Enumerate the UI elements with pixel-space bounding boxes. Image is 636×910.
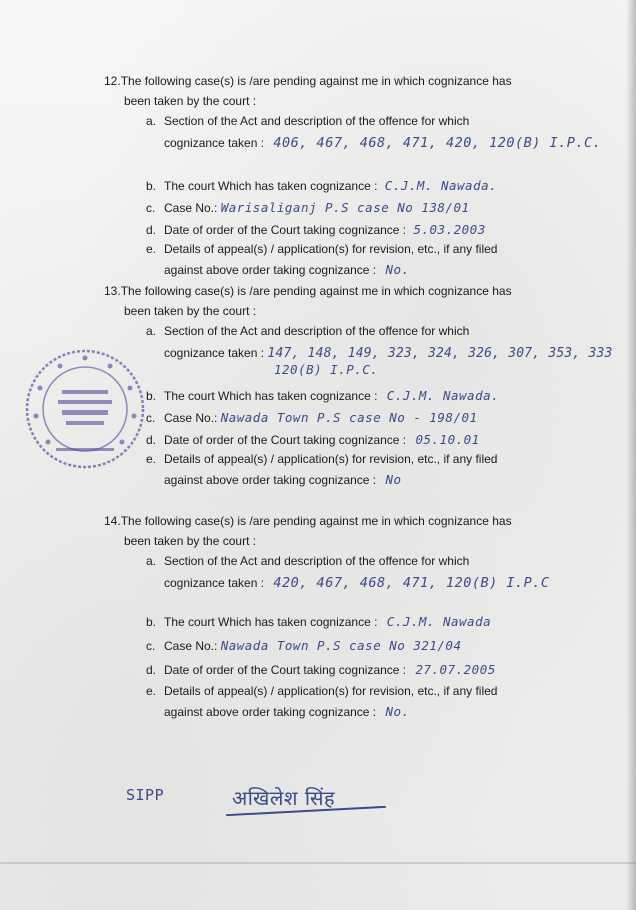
item-label: Section of the Act and description of the offence for which [164, 554, 470, 568]
item-label: against above order taking cognizance : [164, 263, 377, 277]
item-label: Section of the Act and description of the offence for which [164, 324, 470, 338]
item-label: Section of the Act and description of the offence for which [164, 114, 470, 128]
signature-initials: SIPP [126, 786, 165, 804]
item-a [146, 554, 469, 569]
item-b [146, 178, 497, 194]
item-a-cont [164, 346, 613, 361]
handwritten-date: 5.03.2003 [413, 222, 486, 237]
section-heading-text: The following case(s) is /are pending against me in which cognizance has [120, 74, 512, 88]
item-label: The court Which has taken cognizance : [164, 179, 378, 193]
section-heading-cont: been taken by the court : [124, 534, 257, 548]
item-letter: c. [146, 639, 156, 653]
handwritten-case-no: Nawada Town P.S case No - 198/01 [220, 410, 478, 425]
item-label: against above order taking cognizance : [164, 705, 377, 719]
item-c [146, 410, 478, 426]
item-a [146, 114, 469, 129]
handwritten-court: C.J.M. Nawada. [386, 388, 500, 403]
section-heading [104, 74, 512, 89]
section-heading-text: The following case(s) is /are pending against me in which cognizance has [120, 284, 512, 298]
item-b [146, 388, 499, 404]
item-a [146, 324, 469, 339]
handwritten-sections: 420, 467, 468, 471, 120(B) I.P.C [273, 575, 550, 591]
item-e-cont [164, 472, 402, 488]
item-label: Details of appeal(s) / application(s) for revision, etc., if any filed [164, 452, 498, 466]
section-number: 14. [104, 514, 121, 528]
page-fold-line [0, 862, 636, 864]
section-heading-cont: been taken by the court : [124, 304, 257, 318]
item-d [146, 662, 496, 678]
official-seal-stamp [22, 346, 148, 472]
item-letter: e. [146, 684, 157, 698]
section-heading-text: The following case(s) is /are pending against me in which cognizance has [120, 514, 512, 528]
section-heading-cont: been taken by the court : [124, 94, 257, 108]
item-label: cognizance taken : [164, 576, 265, 590]
item-label: Case No.: [164, 201, 218, 215]
item-label: Date of order of the Court taking cognizance : [164, 663, 407, 677]
item-letter: c. [146, 411, 156, 425]
item-a-cont [164, 576, 550, 591]
item-label: cognizance taken : [164, 136, 265, 150]
item-b [146, 614, 491, 630]
item-a-cont [164, 136, 601, 151]
section-number: 12. [104, 74, 121, 88]
item-label: Details of appeal(s) / application(s) for revision, etc., if any filed [164, 684, 498, 698]
item-letter: a. [146, 554, 157, 568]
item-letter: d. [146, 663, 157, 677]
handwritten-case-no: Nawada Town P.S case No 321/04 [220, 638, 462, 653]
item-c [146, 200, 470, 216]
item-label: The court Which has taken cognizance : [164, 389, 378, 403]
item-label: Date of order of the Court taking cognizance : [164, 433, 407, 447]
handwritten-appeal: No [385, 472, 402, 487]
item-label: Case No.: [164, 411, 218, 425]
handwritten-sections: 147, 148, 149, 323, 324, 326, 307, 353, 333 [267, 346, 613, 361]
item-letter: a. [146, 324, 157, 338]
page-edge-shadow [626, 0, 636, 910]
handwritten-date: 27.07.2005 [415, 662, 496, 677]
item-e [146, 684, 497, 699]
handwritten-appeal: No. [385, 262, 410, 277]
item-label: Date of order of the Court taking cognizance : [164, 223, 407, 237]
item-e-cont [164, 704, 410, 720]
item-e-cont [164, 262, 410, 278]
handwritten-sections-cont: 120(B) I.P.C. [274, 362, 379, 377]
item-letter: e. [146, 242, 157, 256]
item-label: Case No.: [164, 639, 218, 653]
item-letter: b. [146, 179, 157, 193]
item-letter: b. [146, 389, 157, 403]
item-letter: b. [146, 615, 157, 629]
section-heading [104, 514, 512, 529]
item-letter: a. [146, 114, 157, 128]
handwritten-court: C.J.M. Nawada. [384, 178, 498, 193]
item-e [146, 242, 497, 257]
item-letter: d. [146, 223, 157, 237]
item-label: The court Which has taken cognizance : [164, 615, 378, 629]
item-d [146, 432, 480, 448]
handwritten-sections: 406, 467, 468, 471, 420, 120(B) I.P.C. [273, 135, 602, 151]
item-d [146, 222, 486, 238]
handwritten-appeal: No. [385, 704, 410, 719]
signature-hindi: अखिलेश सिंह [232, 786, 336, 810]
item-letter: d. [146, 433, 157, 447]
item-label: Details of appeal(s) / application(s) for revision, etc., if any filed [164, 242, 498, 256]
section-number: 13. [104, 284, 121, 298]
handwritten-court: C.J.M. Nawada [386, 614, 492, 629]
item-letter: c. [146, 201, 156, 215]
item-label: against above order taking cognizance : [164, 473, 377, 487]
item-letter: e. [146, 452, 157, 466]
handwritten-case-no: Warisaliganj P.S case No 138/01 [220, 200, 470, 215]
item-c [146, 638, 461, 654]
handwritten-date: 05.10.01 [415, 432, 480, 447]
section-heading [104, 284, 512, 299]
item-e [146, 452, 497, 467]
item-label: cognizance taken : [164, 346, 265, 360]
